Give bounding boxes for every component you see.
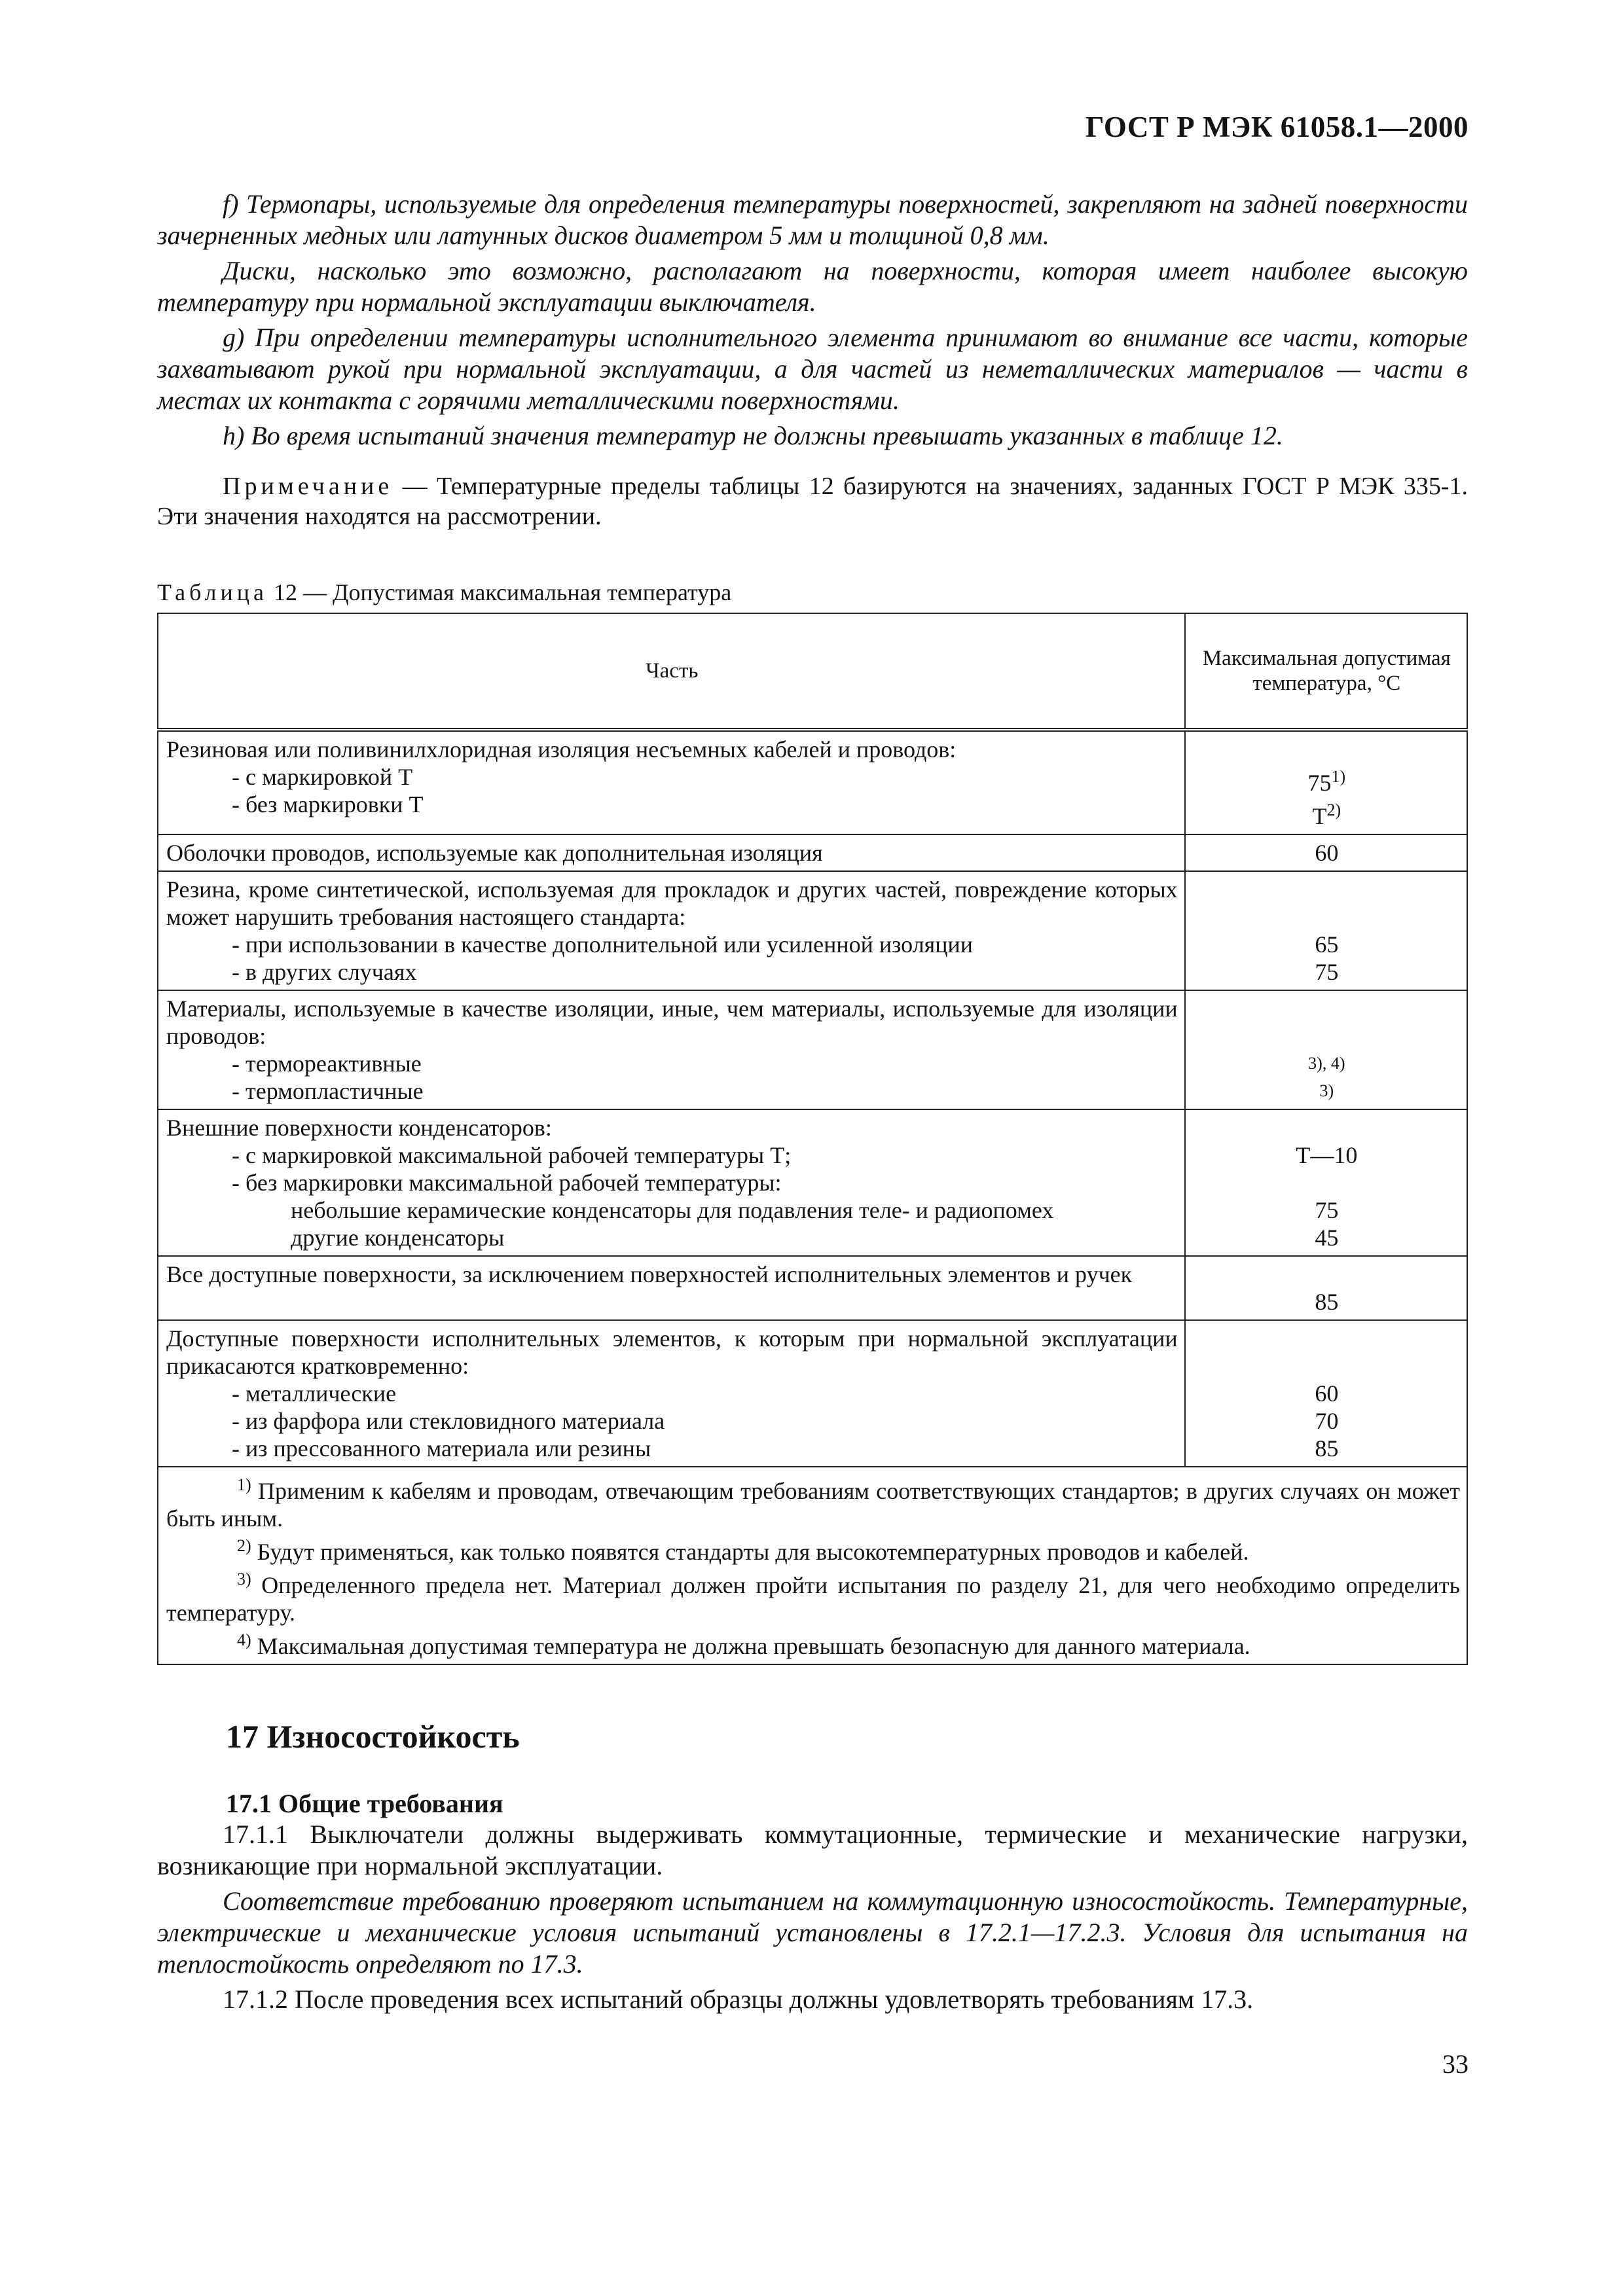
row-subitem: другие конденсаторы [291, 1225, 505, 1251]
row-title: Внешние поверхности конденсаторов: [166, 1115, 552, 1141]
row-value-cell [1185, 730, 1467, 834]
footnote-1 [166, 1471, 1460, 1532]
row-value: 60 [1315, 1380, 1339, 1407]
row-title: Доступные поверхности исполнительных элементов, к которым при нормальной эксплуатации прикасаются кратковременно: [166, 1325, 1178, 1379]
note-label: Примечание [223, 473, 393, 500]
row-value-cell [1185, 871, 1467, 990]
table-footnotes-row [158, 1467, 1467, 1664]
footnote-ref: 2) [1326, 800, 1341, 819]
note-text: — Температурные пределы таблицы 12 базируются на значениях, заданных ГОСТ Р МЭК 335-1. Эти значения находятся на рассмотрении. [157, 473, 1468, 530]
footnote-text: Будут применяться, как только появятся стандарты для высокотемпературных проводов и кабелей. [251, 1539, 1249, 1565]
column-header-max-temperature: Максимальная допустимая температура, °С [1185, 613, 1467, 730]
row-value: 70 [1315, 1408, 1339, 1434]
footnote-text: Определенного предела нет. Материал должен пройти испытания по разделу 21, для чего необходимо определить температуру. [166, 1572, 1460, 1626]
row-title: Все доступные поверхности, за исключением поверхностей исполнительных элементов и ручек [166, 1261, 1133, 1287]
paragraph-compliance: Соответствие требованию проверяют испытанием на коммутационную износостойкость. Температурные, электрические и механические условия испытаний установлены в 17.2.1—17.2.3. Условия для испытания на теплостойкость определяют по 17.3. [157, 1886, 1468, 1979]
row-title: Резиновая или поливинилхлоридная изоляция несъемных кабелей и проводов: [166, 736, 957, 762]
row-item: - из прессованного материала или резины [232, 1435, 651, 1462]
table-row [158, 1256, 1467, 1320]
row-title: Резина, кроме синтетической, используемая для прокладок и других частей, повреждение которых может нарушить требования настоящего стандарта: [166, 876, 1178, 930]
value-text: Т [1312, 803, 1327, 829]
table-row [158, 1109, 1467, 1256]
row-part-cell [158, 1320, 1185, 1467]
row-value [1194, 797, 1460, 830]
paragraph-17-1-2: 17.1.2 После проведения всех испытаний образцы должны удовлетворять требованиям 17.3. [223, 1984, 1254, 2014]
table-row [158, 871, 1467, 990]
footnote-marker: 2) [237, 1536, 251, 1555]
row-title: Материалы, используемые в качестве изоляции, иные, чем материалы, используемые для изоляции проводов: [166, 996, 1178, 1049]
page-number: 33 [1442, 2049, 1468, 2079]
paragraph-17-1-1: 17.1.1 Выключатели должны выдерживать коммутационные, термические и механические нагрузки, возникающие при нормальной эксплуатации. [157, 1820, 1468, 1880]
row-item: - металлические [232, 1380, 397, 1407]
column-header-part: Часть [158, 613, 1185, 730]
row-part-cell [158, 730, 1185, 834]
page-content [157, 188, 1468, 2019]
row-subitem: небольшие керамические конденсаторы для подавления теле- и радиопомех [291, 1197, 1054, 1223]
table-footnotes [158, 1467, 1467, 1664]
row-item: - при использовании в качестве дополнительной или усиленной изоляции [232, 931, 974, 958]
footnote-marker: 3) [237, 1570, 251, 1588]
row-value [1194, 763, 1460, 797]
paragraph-discs: Диски, насколько это возможно, располагают на поверхности, которая имеет наиболее высокую температуру при нормальной эксплуатации выключателя. [157, 256, 1468, 317]
row-value: 65 [1315, 931, 1339, 958]
table-row [158, 834, 1467, 871]
row-value: 85 [1315, 1289, 1339, 1315]
paragraph-h: h) Во время испытаний значения температур не должны превышать указанных в таблице 12. [223, 421, 1283, 450]
footnote-marker: 1) [237, 1475, 251, 1494]
table-row [158, 990, 1467, 1109]
subsection-title: 17.1 Общие требования [226, 1789, 503, 1818]
table-row [158, 730, 1467, 834]
row-value: 3), 4) [1308, 1054, 1345, 1073]
row-value-cell [1185, 990, 1467, 1109]
row-part-cell [158, 871, 1185, 990]
row-value: 75 [1315, 959, 1339, 985]
row-value-cell [1185, 1320, 1467, 1467]
row-item: - с маркировкой Т [232, 764, 413, 790]
row-item: - в других случаях [232, 959, 417, 985]
note [157, 471, 1468, 531]
row-item: - термопластичные [232, 1078, 424, 1104]
row-part-cell [158, 1256, 1185, 1320]
row-item: - без маркировки максимальной рабочей температуры: [232, 1170, 782, 1196]
row-value-cell: 60 [1185, 834, 1467, 871]
footnote-text: Максимальная допустимая температура не должна превышать безопасную для данного материала. [251, 1633, 1250, 1659]
row-value-cell [1185, 1109, 1467, 1256]
footnote-text: Применим к кабелям и проводам, отвечающим требованиям соответствующих стандартов; в других случаях он может быть иным. [166, 1478, 1460, 1532]
row-value: 85 [1315, 1435, 1339, 1462]
row-item: - из фарфора или стекловидного материала [232, 1408, 665, 1434]
footnote-ref: 1) [1331, 767, 1346, 786]
row-part-cell: Оболочки проводов, используемые как дополнительная изоляция [158, 834, 1185, 871]
section-title: 17 Износостойкость [226, 1718, 520, 1755]
row-part-cell [158, 1109, 1185, 1256]
table-row [158, 1320, 1467, 1467]
footnote-4 [166, 1626, 1460, 1660]
row-item: - с маркировкой максимальной рабочей температуры Т; [232, 1142, 792, 1168]
table-caption-text: 12 — Допустимая максимальная температура [267, 579, 732, 605]
value-text: 75 [1307, 770, 1332, 796]
paragraph-f: f) Термопары, используемые для определения температуры поверхностей, закрепляют на задней поверхности зачерненных медных или латунных дисков диаметром 5 мм и толщиной 0,8 мм. [157, 189, 1468, 250]
row-value-cell [1185, 1256, 1467, 1320]
row-value: Т—10 [1296, 1142, 1358, 1168]
table-header-row [158, 613, 1467, 730]
footnote-3 [166, 1566, 1460, 1626]
table-caption [157, 579, 1468, 606]
temperature-table [157, 613, 1468, 1665]
row-item: - термореактивные [232, 1050, 422, 1077]
row-value: 3) [1319, 1081, 1334, 1100]
row-item: - без маркировки Т [232, 791, 424, 817]
footnote-2 [166, 1532, 1460, 1566]
row-value: 45 [1315, 1225, 1339, 1251]
footnote-marker: 4) [237, 1630, 251, 1649]
row-part-cell [158, 990, 1185, 1109]
row-value: 75 [1315, 1197, 1339, 1223]
document-header: ГОСТ Р МЭК 61058.1—2000 [1085, 111, 1468, 143]
table-caption-label: Таблица [157, 579, 268, 605]
paragraph-g: g) При определении температуры исполнительного элемента принимают во внимание все части, которые захватывают рукой при нормальной эксплуатации, а для частей из неметаллических материалов — части в местах их контакта с горячими металлическими поверхностями. [157, 323, 1468, 415]
